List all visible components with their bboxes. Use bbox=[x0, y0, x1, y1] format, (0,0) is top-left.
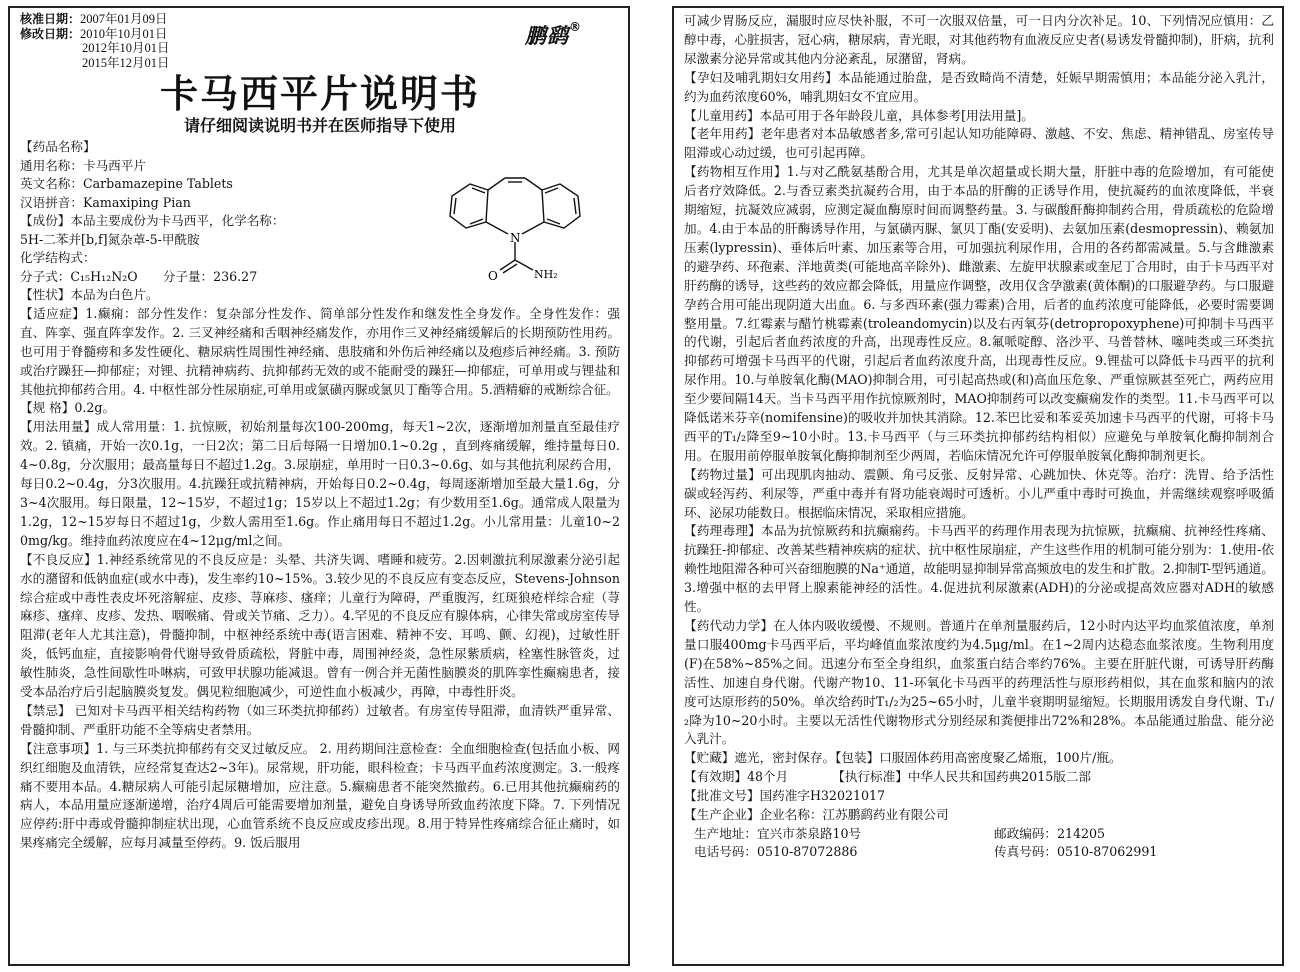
date-value: 2015年12月01日 bbox=[82, 55, 170, 70]
precautions-section: 【注意事项】1. 与三环类抗抑郁药有交叉过敏反应。 2. 用药期间注意检查：全血细胞检查(包括血小板、网织红细胞及血清铁，应经常复查达2~3年)。尿常规，肝功能，眼科检查；卡马西平血药浓度测定。3.一般疼痛不要用本品。4.糖尿病人可能引起尿糖增加，应注意。5.癫痫患者不能突然撤药。6.已用其他抗癫痫药的病人，本品用量应逐渐递增，治疗4周后可能需要增加剂量，避免自身诱导所致血药浓度下降。7. 下列情况应停药:肝中毒或骨髓抑制症状出现，心血管系统不良反应或皮疹出现。8.用于特异性疼痛综合征止痛时，如果疼痛完全缓解，应每月减量至停药。9. 饭后服用 bbox=[20, 740, 620, 851]
pregnancy-section: 【孕妇及哺乳期妇女用药】本品能通过胎盘，是否致畸尚不清楚，妊娠早期需慎用；本品能分泌入乳汁，约为血药浓度60%，哺乳期妇女不宜应用。 bbox=[684, 69, 1274, 104]
date-value: 2010年10月01日 bbox=[80, 26, 168, 41]
precautions-continued: 可减少胃肠反应，漏服时应尽快补服，不可一次服双倍量，可一日内分次补足。10、下列情况应慎用：乙醇中毒，心脏损害，冠心病，糖尿病，青光眼，对其他药物有血液反应史者(易诱发骨髓抑制)，肝病，抗利尿激素分泌异常或其他内分泌紊乱，尿潴留，肾病。 bbox=[684, 13, 1274, 66]
brand-logo bbox=[525, 20, 582, 50]
indications-section: 【适应症】1.癫痫：部分性发作：复杂部分性发作、简单部分性发作和继发性全身发作。全身性发作：强直、阵挛、强直阵挛发作。2. 三叉神经痛和舌咽神经痛发作，亦用作三叉神经痛缓解后的长期预防性用药。也可用于脊髓痨和多发性硬化、糖尿病性周围性神经痛、患肢痛和外伤后神经痛以及疱疹后神经痛。3. 预防或治疗躁狂—抑郁症；对锂、抗精神病药、抗抑郁药无效的或不能耐受的躁狂—抑郁症，可单用或与锂盐和其他抗抑郁药合用。4. 中枢性部分性尿崩症,可单用或氯磺丙脲或氯贝丁酯等合用。5.酒精癖的戒断综合征。 bbox=[20, 305, 620, 397]
chemical-name: 5H-二苯并[b,f]氮杂䓬-5-甲酰胺 bbox=[20, 231, 200, 247]
chemical-structure bbox=[430, 160, 585, 288]
page-title: 卡马西平片说明书 bbox=[159, 72, 480, 116]
elderly-section: 【老年用药】老年患者对本品敏感者多,常可引起认知功能障碍、激越、不安、焦虑、精神错乱、房室传导阻滞或心动过缓，也可引起再障。 bbox=[684, 126, 1274, 161]
overdose-section: 【药物过量】可出现肌肉抽动、震颤、角弓反张、反射异常、心跳加快、休克等。治疗：洗胃、给予活性碳或轻泻药、利尿等，严重中毒并有肾功能衰竭时可透析。小儿严重中毒时可换血，并需继续观察呼吸循环、泌尿功能数日。根据临床情况，采取相应措施。 bbox=[684, 466, 1274, 520]
page-subtitle: 请仔细阅读说明书并在医师指导下使用 bbox=[183, 116, 456, 135]
left-panel bbox=[8, 6, 630, 966]
address-row bbox=[684, 825, 1274, 844]
date-value: 2007年01月09日 bbox=[80, 12, 168, 26]
registered-mark: ® bbox=[569, 20, 582, 34]
children-section: 【儿童用药】本品可用于各年龄段儿童，具体参考[用法用量]。 bbox=[684, 107, 1034, 123]
date-label: 修改日期： bbox=[20, 26, 81, 41]
date-label: 核准日期： bbox=[20, 12, 81, 26]
dosage-section: 【用法用量】成人常用量：1. 抗惊厥，初始剂量每次100-200mg，每天1~2次，逐渐增加剂量直至最佳疗效。2. 镇痛，开始一次0.1g，一日2次；第二日后每隔一日增加0.1~0.2g ，直到疼痛缓解，维持量每日0.4~0.8g，分次服用；最高量每日不超过1.2g。3.尿崩症，单用时一日0.3~0.6g、如与其他抗利尿药合用，每日0.2~0.4g，分3次服用。4.抗躁狂或抗精神病，开始每日0.2~0.4g，每周逐渐增加至最大量1.6g，分3~4次服用。每日限量，12~15岁，不超过1g；15岁以上不超过1.2g；有少数用至1.6g。通常成人限量为1.2g，12~15岁每日不超过1g，少数人需用至1.6g。作止痛用每日不超过1.2g。小儿常用量：儿童10~20mg/kg。维持血药浓度应在4~12μg/ml之间。 bbox=[20, 419, 620, 548]
english-name: 英文名称：Carbamazepine Tablets bbox=[20, 176, 233, 191]
pharmacokinetics-section: 【药代动力学】在人体内吸收缓慢、不规则。普通片在单剂量服药后，12小时内达平均血浆值浓度，单剂量口服400mg卡马西平后，平均峰值血浆浓度约为4.5μg/ml。在1~2周内达稳态血浆浓度。生物利用度(F)在58%~85%之间。迅速分布至全身组织，血浆蛋白结合率约76%。主要在肝脏代谢，可诱导肝药酶活性、加速自身代谢。代谢产物10、11-环氧化卡马西平的药理活性与原形药相似，其在血浆和脑内的浓度可达原形药的50%。单次给药时T₁/₂为25~65小时，儿童半衰期明显缩短。长期服用诱发自身代谢、T₁/₂降为10~20小时。主要以无活性代谢物形式分别经尿和粪便排出72%和28%。本品能通过胎盘、能分泌入乳汁。 bbox=[684, 618, 1274, 747]
formula-label: 化学结构式： bbox=[20, 250, 96, 265]
contraindications-section: 【禁忌】 已知对卡马西平相关结构药物（如三环类抗抑郁药）过敏者。有房室传导阻滞，血清铁严重异常、骨髓抑制、严重肝功能不全等病史者禁用。 bbox=[20, 702, 620, 737]
adverse-section: 【不良反应】1.神经系统常见的不良反应是：头晕、共济失调、嗜睡和疲劳。2.因刺激抗利尿激素分泌引起水的潴留和低钠血症(或水中毒)，发生率约10~15%。3.较少见的不良反应有变态反应，Stevens-Johnson综合症或中毒性表皮坏死溶解症、皮疹、荨麻疹、瘙痒；儿童行为障碍，严重腹泻，红斑狼疮样综合症（荨麻疹、瘙痒、皮疹、发热、咽喉痛、骨或关节痛、乏力）。4.罕见的不良反应有腺体病，心律失常或房室传导阻滞(老年人尤其注意)，骨髓抑制，中枢神经系统中毒(语言困难、精神不安、耳鸣、颤、幻视)，过敏性肝炎，低钙血症，直接影响骨代谢导致骨质疏松，肾脏中毒，周围神经炎，急性尿紫质病，栓塞性脉管炎，过敏性肺炎，急性间歇性卟啉病，可致甲状腺功能减退。曾有一例合并无菌性脑膜炎的肌阵挛性癫痫患者，接受本品治疗后引起脑膜炎复发。偶见粒细胞减少，可逆性血小板减少，再障，中毒性肝炎。 bbox=[20, 551, 620, 700]
postcode: 邮政编码：214205 bbox=[994, 825, 1106, 841]
character-section: 【性状】本品为白色片。 bbox=[20, 287, 159, 302]
composition: 【成份】本品主要成份为卡马西平，化学名称： bbox=[20, 213, 285, 228]
manufacturer-section: 【生产企业】企业名称：江苏鹏鹞药业有限公司 bbox=[684, 807, 949, 823]
oxygen-label: O bbox=[488, 269, 498, 283]
storage-section: 【贮藏】遮光，密封保存。【包装】口服固体药用高密度聚乙烯瓶，100片/瓶。 bbox=[684, 750, 1122, 766]
generic-name: 通用名称：卡马西平片 bbox=[20, 157, 146, 173]
spec-section: 【规 格】0.2g。 bbox=[20, 400, 116, 416]
section-heading: 【药品名称】 bbox=[20, 139, 96, 154]
interactions-section: 【药物相互作用】1.与对乙酰氨基酚合用，尤其是单次超量或长期大量，肝脏中毒的危险增加，有可能使后者疗效降低。2.与香豆素类抗凝药合用，由于本品的肝酶的正诱导作用，使抗凝药的血浓度降低，半衰期缩短，抗凝效应减弱，应测定凝血酶原时间而调整药量。3. 与碳酸酐酶抑制药合用，骨质疏松的危险增加。4.由于本品的肝酶诱导作用，与氯磺丙脲、氯贝丁酯(安妥明)、去氨加压素(desmopressin)、赖氨加压素(lypressin)、垂体后叶素、加压素等合用，可加强抗利尿作用，合用的各药都需减量。5.与含雌激素的避孕药、环孢素、洋地黄类(可能地高辛除外)、雌激素、左旋甲状腺素或奎尼丁合用时，由于卡马西平对肝药酶的诱导，这些药的效应都会降低，用量应作调整，改用仅含孕激素(黄体酮)的口服避孕药。与口服避孕药合用可能出现阴道大出血。6. 与多西环素(强力霉素)合用，后者的血药浓度可能降低，必要时需要调整用量。7.红霉素与醋竹桃霉素(troleandomycin)以及右丙氧芬(detropropoxyphene)可抑制卡马西平的代谢，引起后者血药浓度的升高，出现毒性反应。8.氟哌啶醇、洛沙平、马普替林、噻吨类或三环类抗抑郁药可增强卡马西平的代谢，引起后者血药浓度升高，出现毒性反应。9.锂盐可以降低卡马西平的抗利尿作用。10.与单胺氧化酶(MAO)抑制合用，可引起高热或(和)高血压危象、严重惊厥甚至死亡，两药应用至少要间隔14天。当卡马西平用作抗惊厥剂时，MAO抑制药可以改变癫痫发作的类型。11.卡马西平可以降低诺米芬辛(nomifensine)的吸收并加快其消除。12.苯巴比妥和苯妥英加速卡马西平的代谢，可将卡马西平的T₁/₂降至9~10小时。13.卡马西平（与三环类抗抑郁药结构相似）应避免与单胺氧化酶抑制剂合用。在服用前停服单胺氧化酶抑制剂至少两周，若临床情况允许可停服单胺氧化酶抑制剂更长。 bbox=[684, 164, 1274, 463]
molecular-formula: 分子式：C₁₅H₁₂N₂O 分子量：236.27 bbox=[20, 268, 258, 284]
brand-name: 鹏鹞 bbox=[525, 24, 569, 48]
right-panel bbox=[672, 6, 1284, 966]
nitrogen-label: N bbox=[510, 231, 521, 245]
address: 生产地址：宜兴市茶泉路10号 bbox=[694, 825, 862, 841]
amine-label: NH₂ bbox=[534, 268, 558, 281]
pinyin-name: 汉语拼音：Kamaxiping Pian bbox=[20, 194, 191, 210]
date-row bbox=[20, 56, 620, 71]
contact-row bbox=[684, 843, 1274, 862]
pharmacology-section: 【药理毒理】本品为抗惊厥药和抗癫痫药。卡马西平的药理作用表现为抗惊厥，抗癫痫、抗神经性疼痛、抗躁狂-抑郁症、改善某些精神疾病的症状、抗中枢性尿崩症，产生这些作用的机制可能分别为：1.使用-依赖性地阻滞各种可兴奋细胞膜的Na⁺通道，故能明显抑制异常高频放电的发生和扩散。2.抑制T-型钙通道。3.增强中枢的去甲肾上腺素能神经的活性。4.促进抗利尿激素(ADH)的分泌或提高效应器对ADH的敏感性。 bbox=[684, 523, 1274, 615]
approval-section: 【批准文号】国药准字H32021017 bbox=[684, 788, 886, 804]
phone: 电话号码：0510-87072886 bbox=[694, 844, 858, 860]
fax: 传真号码：0510-87062991 bbox=[994, 844, 1158, 860]
validity-section: 【有效期】48个月 【执行标准】中华人民共和国药典2015版二部 bbox=[684, 769, 1091, 785]
date-value: 2012年10月01日 bbox=[82, 41, 170, 55]
